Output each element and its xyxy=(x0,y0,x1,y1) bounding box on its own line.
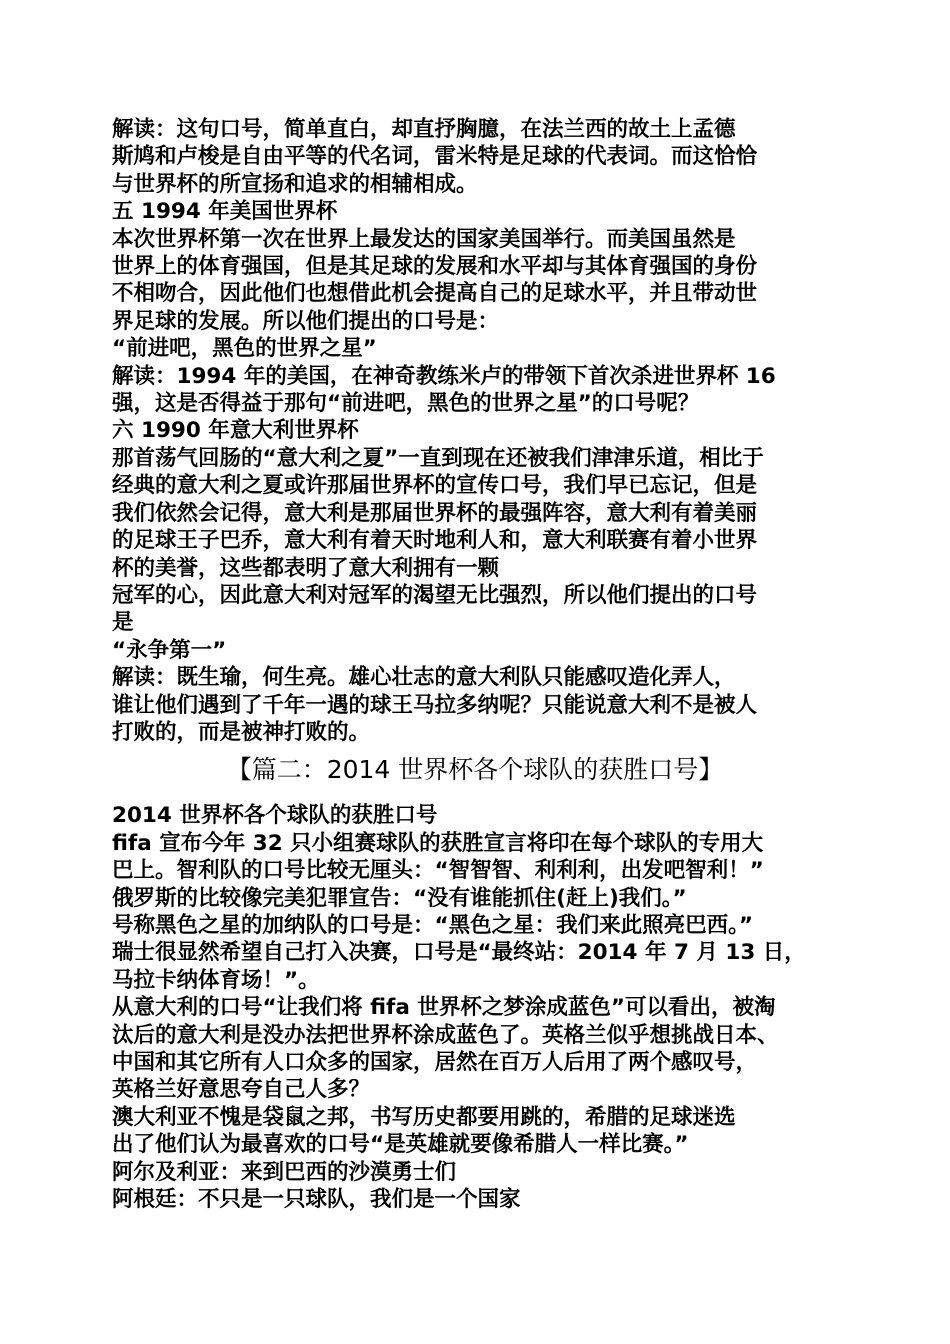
text-line: 冠军的心，因此意大利对冠军的渴望无比强烈，所以他们提出的口号 xyxy=(112,582,758,608)
heading-1990: 六 1990 年意大利世界杯 xyxy=(112,418,359,444)
text-line: 从意大利的口号“让我们将 fifa 世界杯之梦涂成蓝色”可以看出，被淘 xyxy=(112,995,776,1021)
text-line: 马拉卡纳体育场！”。 xyxy=(112,967,320,993)
text-line: 打败的，而是被神打败的。 xyxy=(112,719,371,745)
text-line: 俄罗斯的比较像完美犯罪宣告：“没有谁能抓住(赶上)我们。” xyxy=(112,885,687,911)
text-line: 解读：既生瑜，何生亮。雄心壮志的意大利队只能感叹造化弄人， xyxy=(112,665,736,691)
text-line: 是 xyxy=(112,610,134,636)
text-line: 中国和其它所有人口众多的国家，居然在百万人后用了两个感叹号， xyxy=(112,1050,758,1075)
text-line: 阿根廷：不只是一只球队，我们是一个国家 xyxy=(112,1187,521,1213)
text-line: 界足球的发展。所以他们提出的口号是： xyxy=(112,308,500,334)
text-line: 解读：这句口号，简单直白，却直抒胸臆，在法兰西的故土上孟德 xyxy=(112,117,736,142)
document-page xyxy=(112,116,838,1213)
text-line: 世界上的体育强国，但是其足球的发展和水平却与其体育强国的身份 xyxy=(112,254,758,280)
text-line: 与世界杯的所宣扬和追求的相辅相成。 xyxy=(112,171,478,197)
paragraph-block-a xyxy=(112,116,838,746)
text-line: 不相吻合，因此他们也想借此机会提高自己的足球水平，并且带动世 xyxy=(112,281,758,307)
text-line: 谁让他们遇到了千年一遇的球王马拉多纳呢？只能说意大利不是被人 xyxy=(112,692,758,718)
text-line: 强，这是否得益于那句“前进吧，黑色的世界之星”的口号呢？ xyxy=(112,391,700,417)
text-line: 本次世界杯第一次在世界上最发达的国家美国举行。而美国虽然是 xyxy=(112,226,736,252)
text-line: 号称黑色之星的加纳队的口号是：“黑色之星：我们来此照亮巴西。” xyxy=(112,912,754,938)
subheading-2014: 2014 世界杯各个球队的获胜口号 xyxy=(112,803,438,829)
heading-1994: 五 1994 年美国世界杯 xyxy=(112,199,338,225)
paragraph-block-b xyxy=(112,802,838,1213)
text-line: 瑞士很显然希望自己打入决赛，口号是“最终站：2014 年 7 月 13 日， xyxy=(112,940,806,966)
text-line: 那首荡气回肠的“意大利之夏”一直到现在还被我们津津乐道，相比于 xyxy=(112,445,764,471)
text-line: 巴上。智利队的口号比较无厘头：“智智智、利利利，出发吧智利！” xyxy=(112,858,764,884)
text-line: 汰后的意大利是没办法把世界杯涂成蓝色了。英格兰似乎想挑战日本、 xyxy=(112,1022,779,1048)
text-line: 杯的美誉，这些都表明了意大利拥有一颗 xyxy=(112,555,500,581)
slogan-1990: “永争第一” xyxy=(112,637,227,663)
text-line: 英格兰好意思夸自己人多？ xyxy=(112,1077,371,1103)
section-title: 【篇二：2014 世界杯各个球队的获胜口号】 xyxy=(226,755,724,785)
text-line: 出了他们认为最喜欢的口号“是英雄就要像希腊人一样比赛。” xyxy=(112,1132,689,1158)
text-line: 我们依然会记得，意大利是那届世界杯的最强阵容，意大利有着美丽 xyxy=(112,500,758,526)
text-line: 斯鸠和卢梭是自由平等的代名词，雷米特是足球的代表词。而这恰恰 xyxy=(112,144,758,170)
slogan-1994: “前进吧，黑色的世界之星” xyxy=(112,336,377,362)
text-line: fifa 宣布今年 32 只小组赛球队的获胜宣言将印在每个球队的专用大 xyxy=(112,830,764,856)
text-line: 经典的意大利之夏或许那届世界杯的宣传口号，我们早已忘记，但是 xyxy=(112,473,758,499)
text-line: 解读：1994 年的美国，在神奇教练米卢的带领下首次杀进世界杯 16 xyxy=(112,363,776,389)
text-line: 的足球王子巴乔，意大利有着天时地利人和，意大利联赛有着小世界 xyxy=(112,528,758,554)
text-line: 澳大利亚不愧是袋鼠之邦，书写历史都要用跳的，希腊的足球迷选 xyxy=(112,1104,736,1130)
text-line: 阿尔及利亚：来到巴西的沙漠勇士们 xyxy=(112,1159,457,1185)
